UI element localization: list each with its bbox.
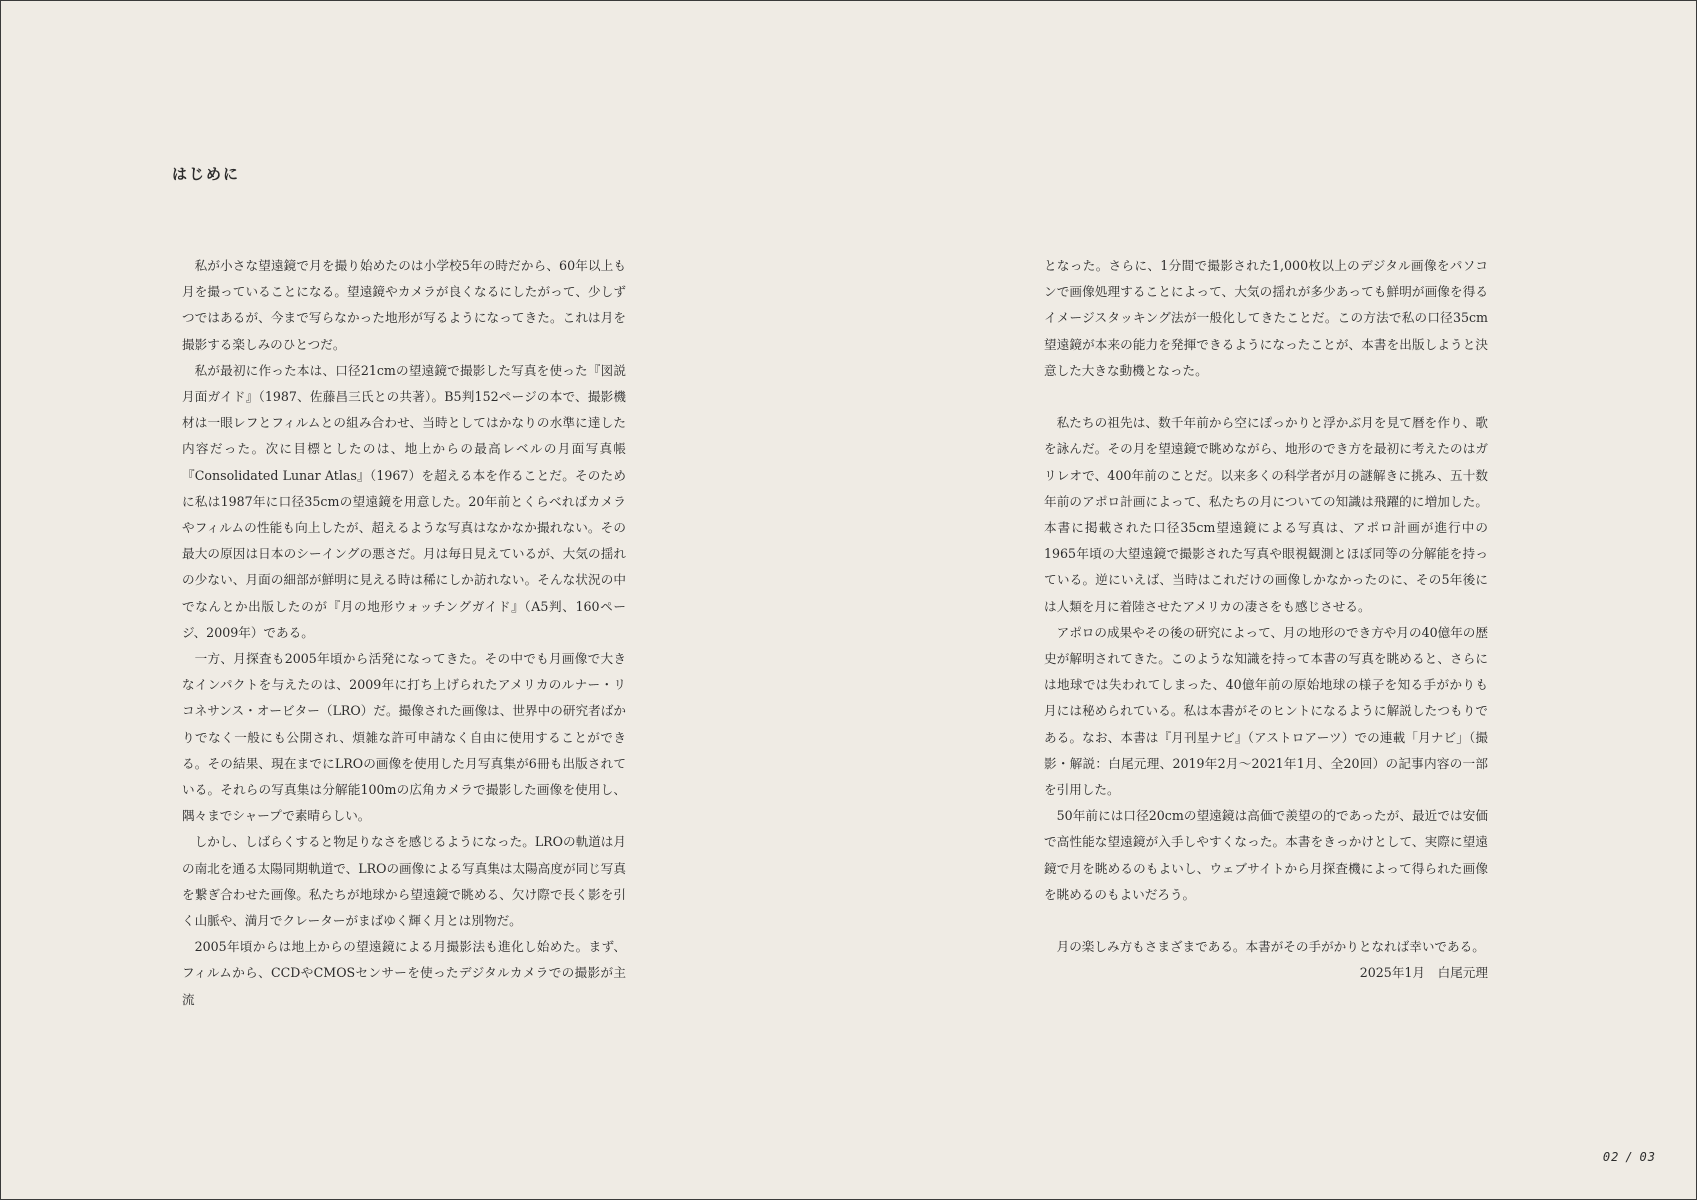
- paragraph: しかし、しばらくすると物足りなさを感じるようになった。LROの軌道は月の南北を通る太陽同期軌道で、LROの画像による写真集は太陽高度が同じ写真を繋ぎ合わせた画像。私たちが地球から望遠鏡で眺める、欠け際で長く影を引く山脈や、満月でクレーターがまばゆく輝く月とは別物だ。: [182, 834, 626, 929]
- paragraph: 50年前には口径20cmの望遠鏡は高価で羨望の的であったが、最近では安価で高性能な望遠鏡が入手しやすくなった。本書をきっかけとして、実際に望遠鏡で月を眺めるのもよいし、ウェブサイトから月探査機によって得られた画像を眺めるのもよいだろう。: [1044, 808, 1488, 902]
- paragraph: 私が最初に作った本は、口径21cmの望遠鏡で撮影した写真を使った『図説 月面ガイド』（1987、佐藤昌三氏との共著）。B5判152ページの本で、撮影機材は一眼レフとフィルムとの組み合わせ、当時としてはかなりの水準に達した内容だった。次に目標としたのは、地上からの最高レベルの月面写真帳『Consolidated Lunar Atlas』（1967）を超える本を作ることだ。そのために私は1987年に口径35cmの望遠鏡を用意した。20年前とくらべればカメラやフィルムの性能も向上したが、超えるような写真はなかなか撮れない。その最大の原因は日本のシーイングの悪さだ。月は毎日見えているが、大気の揺れの少ない、月面の細部が鮮明に見える時は稀にしか訪れない。そんな状況の中でなんとか出版したのが『月の地形ウォッチングガイド』（A5判、160ページ、2009年）である。: [182, 362, 626, 640]
- paragraph: 2005年頃からは地上からの望遠鏡による月撮影法も進化し始めた。まず、フィルムから、CCDやCMOSセンサーを使ったデジタルカメラでの撮影が主流: [182, 939, 626, 1007]
- paragraph: 私が小さな望遠鏡で月を撮り始めたのは小学校5年の時だから、60年以上も月を撮っていることになる。望遠鏡やカメラが良くなるにしたがって、少しずつではあるが、今まで写らなかった地形が写るようになってきた。これは月を撮影する楽しみのひとつだ。: [182, 258, 626, 352]
- paragraph: アポロの成果やその後の研究によって、月の地形のでき方や月の40億年の歴史が解明されてきた。このような知識を持って本書の写真を眺めると、さらには地球では失われてしまった、40億年前の原始地球の様子を知る手がかりも月には秘められている。私は本書がそのヒントになるように解説したつもりである。なお、本書は『月刊星ナビ』（アストロアーツ）での連載「月ナビ」（撮影・解説：白尾元理、2019年2月〜2021年1月、全20回）の記事内容の一部を引用した。: [1044, 624, 1488, 798]
- total-pages: 03: [1639, 1150, 1656, 1164]
- page-title: はじめに: [172, 165, 241, 183]
- paragraph: 一方、月探査も2005年頃から活発になってきた。その中でも月画像で大きなインパクトを与えたのは、2009年に打ち上げられたアメリカのルナー・リコネサンス・オービター（LRO）だ。撮像された画像は、世界中の研究者ばかりでなく一般にも公開され、煩雑な許可申請なく自由に使用することができる。その結果、現在までにLROの画像を使用した月写真集が6冊も出版されている。それらの写真集は分解能100mの広角カメラで撮影した画像を使用し、隅々までシャープで素晴らしい。: [182, 651, 626, 824]
- signature: 2025年1月 白尾元理: [1359, 965, 1488, 981]
- paragraph-continued: となった。さらに、1分間で撮影された1,000枚以上のデジタル画像をパソコンで画像処理することによって、大気の揺れが多少あっても鮮明が画像を得るイメージスタッキング法が一般化してきたことだ。この方法で私の口径35cm望遠鏡が本来の能力を発揮できるようになったことが、本書を出版しようと決意した大きな動機となった。: [1044, 258, 1488, 378]
- closing-paragraph: 月の楽しみ方もさまざまである。本書がその手がかりとなれば幸いである。: [1056, 939, 1485, 955]
- current-page: 02: [1602, 1150, 1620, 1164]
- right-text-column: [1044, 253, 1488, 987]
- page-number: [1603, 1150, 1656, 1164]
- page-separator: /: [1625, 1150, 1634, 1164]
- paragraph: 私たちの祖先は、数千年前から空にぽっかりと浮かぶ月を見て暦を作り、歌を詠んだ。その月を望遠鏡で眺めながら、地形のでき方を最初に考えたのはガリレオで、400年前のことだ。以来多くの科学者が月の謎解きに挑み、五十数年前のアポロ計画によって、私たちの月についての知識は飛躍的に増加した。本書に掲載された口径35cm望遠鏡による写真は、アポロ計画が進行中の1965年頃の大望遠鏡で撮影された写真や眼視観測とほぼ同等の分解能を持っている。逆にいえば、当時はこれだけの画像しかなかったのに、その5年後には人類を月に着陸させたアメリカの凄さをも感じさせる。: [1044, 415, 1488, 614]
- left-text-column: [182, 253, 626, 1013]
